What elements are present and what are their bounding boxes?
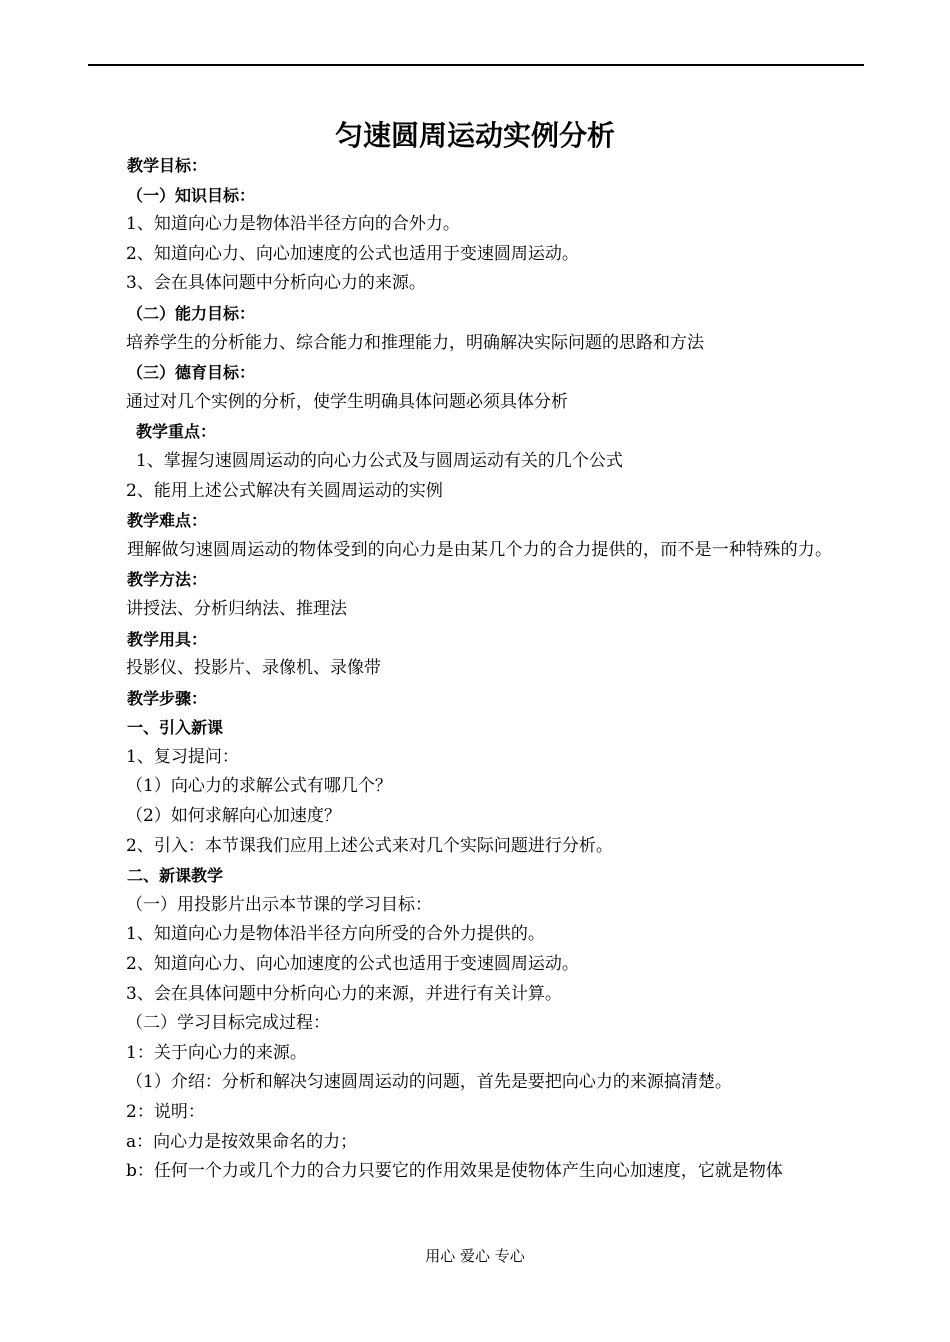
step2-heading: 二、新课教学 (127, 866, 224, 886)
step2-item: （二）学习目标完成过程： (126, 1013, 330, 1034)
step2-item: 1：关于向心力的来源。 (126, 1042, 307, 1063)
key-item: 2、能用上述公式解决有关圆周运动的实例 (126, 480, 443, 501)
difficulty-text: 理解做匀速圆周运动的物体受到的向心力是由某几个力的合力提供的，而不是一种特殊的力。 (127, 539, 833, 560)
page-title: 匀速圆周运动实例分析 (334, 119, 615, 152)
knowledge-item: 3、会在具体问题中分析向心力的来源。 (126, 273, 426, 294)
step2-item: 1、知道向心力是物体沿半径方向所受的合外力提供的。 (126, 924, 545, 945)
key-item: 1、掌握匀速圆周运动的向心力公式及与圆周运动有关的几个公式 (136, 450, 623, 471)
step1-heading: 一、引入新课 (127, 718, 224, 738)
method-heading: 教学方法： (127, 570, 208, 590)
goals-heading: 教学目标： (127, 156, 208, 175)
tools-text: 投影仪、投影片、录像机、录像带 (126, 658, 381, 679)
step1-item: 2、引入：本节课我们应用上述公式来对几个实际问题进行分析。 (126, 835, 613, 856)
steps-heading: 教学步骤： (127, 688, 208, 708)
step2-item: b：任何一个力或几个力的合力只要它的作用效果是使物体产生向心加速度，它就是物体 (126, 1161, 783, 1182)
ability-heading: （二）能力目标： (127, 303, 256, 323)
step2-item: a：向心力是按效果命名的力； (126, 1131, 358, 1152)
moral-heading: （三）德育目标： (127, 363, 256, 383)
document-body (88, 151, 864, 1187)
step1-item: 1、复习提问： (126, 746, 239, 767)
key-heading: 教学重点： (136, 422, 217, 442)
knowledge-item: 1、知道向心力是物体沿半径方向的合外力。 (126, 214, 460, 235)
step2-item: 2：说明： (126, 1102, 205, 1122)
step2-item: （1）介绍：分析和解决匀速圆周运动的问题，首先是要把向心力的来源搞清楚。 (126, 1072, 732, 1093)
step2-item: 2、知道向心力、向心加速度的公式也适用于变速圆周运动。 (126, 954, 579, 975)
method-text: 讲授法、分析归纳法、推理法 (126, 598, 347, 619)
ability-text: 培养学生的分析能力、综合能力和推理能力，明确解决实际问题的思路和方法 (126, 332, 704, 353)
step2-item: 3、会在具体问题中分析向心力的来源，并进行有关计算。 (126, 983, 562, 1004)
knowledge-item: 2、知道向心力、向心加速度的公式也适用于变速圆周运动。 (126, 243, 579, 264)
step1-item: （1）向心力的求解公式有哪几个？ (126, 776, 392, 797)
moral-text: 通过对几个实例的分析，使学生明确具体问题必须具体分析 (126, 391, 568, 412)
header-rule (88, 64, 864, 66)
page-footer: 用心 爱心 专心 (425, 1247, 525, 1265)
step2-item: （一）用投影片出示本节课的学习目标： (126, 894, 432, 915)
knowledge-heading: （一）知识目标： (127, 185, 256, 205)
tools-heading: 教学用具： (127, 629, 208, 649)
step1-item: （2）如何求解向心加速度？ (126, 806, 341, 827)
difficulty-heading: 教学难点： (127, 511, 208, 531)
